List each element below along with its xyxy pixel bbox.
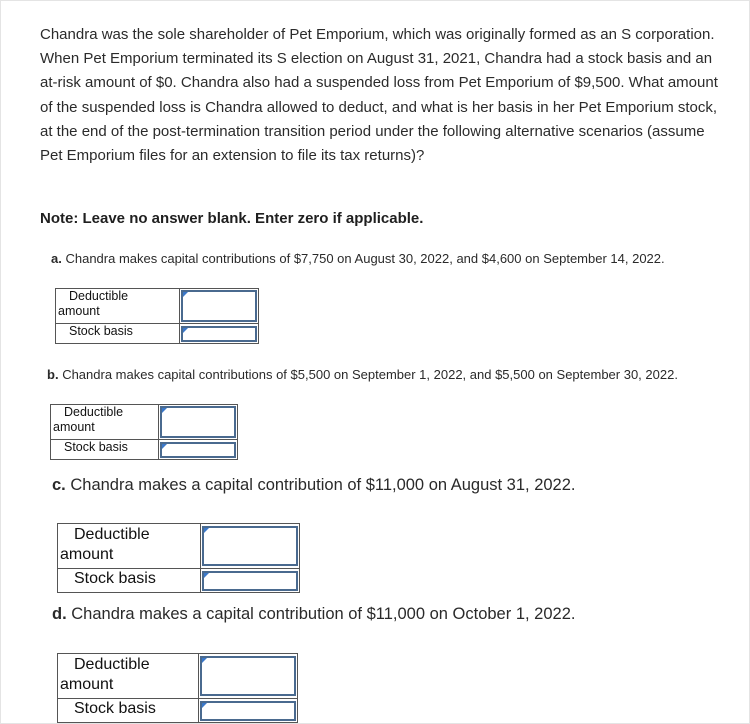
stock-basis-row-d bbox=[58, 699, 298, 723]
deductible-label-c bbox=[58, 524, 201, 569]
stock-basis-cell-c bbox=[201, 569, 300, 593]
stock-basis-input-c[interactable] bbox=[202, 571, 298, 591]
answer-table-c bbox=[57, 523, 300, 593]
stock-basis-cell-b bbox=[159, 440, 238, 460]
stock-basis-input-d[interactable] bbox=[200, 701, 296, 721]
question-b-letter: b. bbox=[47, 367, 59, 382]
deductible-row-d bbox=[58, 654, 298, 699]
question-a bbox=[51, 251, 665, 266]
deductible-input-c[interactable] bbox=[202, 526, 298, 566]
question-intro: Chandra was the sole shareholder of Pet Emporium, which was originally formed as an S corporation. When Pet Emporium terminated its S election on August 31, 2021, Chandra had a stock basis and an at-risk amount of $0. Chandra also had a suspended loss from Pet Emporium of $9,500. What amount of the suspended loss is Chandra allowed to deduct, and what is her basis in her Pet Emporium stock, at the end of the post-termination transition period under the following alternative scenarios (assume Pet Emporium files for an extension to file its tax returns)? bbox=[40, 26, 718, 165]
stock-basis-label-c-text: Stock basis bbox=[74, 570, 156, 587]
stock-basis-label-b-text: Stock basis bbox=[64, 440, 128, 454]
question-a-letter: a. bbox=[51, 251, 62, 266]
stock-basis-label-a bbox=[56, 324, 180, 344]
stock-basis-label-c bbox=[58, 569, 201, 593]
question-b-text: Chandra makes capital contributions of $5,500 on September 1, 2022, and $5,500 on September 30, 2022. bbox=[62, 367, 678, 382]
deductible-cell-a bbox=[180, 289, 259, 324]
deductible-row-a bbox=[56, 289, 259, 324]
stock-basis-cell-d bbox=[199, 699, 298, 723]
deductible-row-b bbox=[51, 405, 238, 440]
deductible-label-d-line1: Deductible bbox=[74, 656, 150, 673]
deductible-label-c-line2: amount bbox=[60, 546, 114, 563]
deductible-label-b-line1: Deductible bbox=[64, 405, 124, 419]
question-c-letter: c. bbox=[52, 476, 66, 494]
question-d-text: Chandra makes a capital contribution of $11,000 on October 1, 2022. bbox=[71, 605, 576, 623]
deductible-label-d bbox=[58, 654, 199, 699]
stock-basis-label-d bbox=[58, 699, 199, 723]
question-d bbox=[52, 605, 575, 624]
question-c-text: Chandra makes a capital contribution of $11,000 on August 31, 2022. bbox=[70, 476, 576, 494]
deductible-row-c bbox=[58, 524, 300, 569]
question-b bbox=[47, 367, 678, 382]
deductible-cell-c bbox=[201, 524, 300, 569]
question-d-letter: d. bbox=[52, 605, 67, 623]
deductible-input-d[interactable] bbox=[200, 656, 296, 696]
deductible-label-a-line1: Deductible bbox=[69, 289, 129, 303]
answer-table-d bbox=[57, 653, 298, 723]
stock-basis-label-d-text: Stock basis bbox=[74, 700, 156, 717]
answer-table-a bbox=[55, 288, 259, 344]
deductible-label-b-line2: amount bbox=[53, 420, 95, 434]
answer-note: Note: Leave no answer blank. Enter zero if applicable. bbox=[40, 210, 424, 227]
stock-basis-cell-a bbox=[180, 324, 259, 344]
deductible-label-c-line1: Deductible bbox=[74, 526, 150, 543]
deductible-cell-b bbox=[159, 405, 238, 440]
question-a-text: Chandra makes capital contributions of $7,750 on August 30, 2022, and $4,600 on September 14, 2022. bbox=[65, 251, 665, 266]
stock-basis-row-b bbox=[51, 440, 238, 460]
stock-basis-row-a bbox=[56, 324, 259, 344]
deductible-label-b bbox=[51, 405, 159, 440]
deductible-input-b[interactable] bbox=[160, 406, 236, 438]
question-c bbox=[52, 476, 576, 495]
deductible-label-d-line2: amount bbox=[60, 676, 114, 693]
stock-basis-input-a[interactable] bbox=[181, 326, 257, 342]
deductible-cell-d bbox=[199, 654, 298, 699]
answer-table-b bbox=[50, 404, 238, 460]
stock-basis-input-b[interactable] bbox=[160, 442, 236, 458]
stock-basis-row-c bbox=[58, 569, 300, 593]
stock-basis-label-b bbox=[51, 440, 159, 460]
stock-basis-label-a-text: Stock basis bbox=[69, 324, 133, 338]
deductible-label-a-line2: amount bbox=[58, 304, 100, 318]
deductible-label-a bbox=[56, 289, 180, 324]
deductible-input-a[interactable] bbox=[181, 290, 257, 322]
